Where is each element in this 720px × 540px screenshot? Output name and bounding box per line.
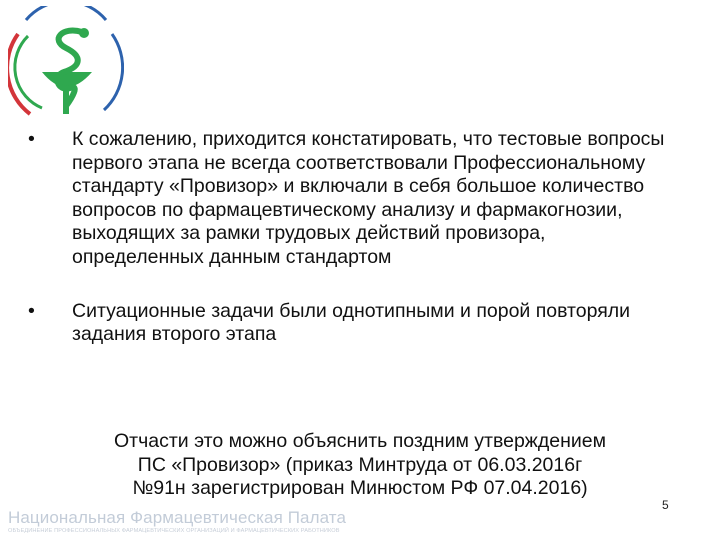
bullet-item xyxy=(28,300,678,347)
footer-title: Национальная Фармацевтическая Палата xyxy=(8,508,347,527)
note-line: Отчасти это можно объяснить поздним утверждением xyxy=(114,430,606,452)
bullet-text: Ситуационные задачи были однотипными и порой повторяли задания второго этапа xyxy=(72,299,631,346)
logo-snake xyxy=(57,31,82,106)
note-line: ПС «Провизор» (приказ Минтруда от 06.03.2016г xyxy=(137,453,583,476)
bullet-marker: • xyxy=(28,299,35,322)
bullet-item xyxy=(28,128,678,270)
logo-blue-arc xyxy=(26,6,106,20)
logo-green-arc xyxy=(15,36,42,108)
logo-snake-head xyxy=(79,28,89,38)
pharmacy-snake-bowl-icon xyxy=(8,6,124,124)
note-line: №91н зарегистрирован Минюстом РФ 07.04.2016) xyxy=(132,477,588,500)
slide-number: 5 xyxy=(662,498,669,512)
note-paragraph xyxy=(40,430,680,501)
footer-subtitle: ОБЪЕДИНЕНИЕ ПРОФЕССИОНАЛЬНЫХ ФАРМАЦЕВТИЧЕСКИХ ОРГАНИЗАЦИЙ И ФАРМАЦЕВТИЧЕСКИХ РАБОТНИКОВ xyxy=(8,528,340,534)
bullet-text: К сожалению, приходится констатировать, что тестовые вопросы первого этапа не всегда соответствовали Профессиональному стандарту «Провизор» и включали в себя большое количество вопросов по фармацевтическому анализу и фармакогнозии, выходящих за рамки трудовых действий провизора, определенных данным стандартом xyxy=(72,128,665,268)
logo-bowl xyxy=(42,72,92,87)
bullet-marker: • xyxy=(28,128,35,150)
pharmacy-logo xyxy=(8,6,124,124)
logo-red-arc-right xyxy=(104,34,123,110)
bullet-list xyxy=(28,128,678,347)
footer-logo xyxy=(8,508,347,538)
